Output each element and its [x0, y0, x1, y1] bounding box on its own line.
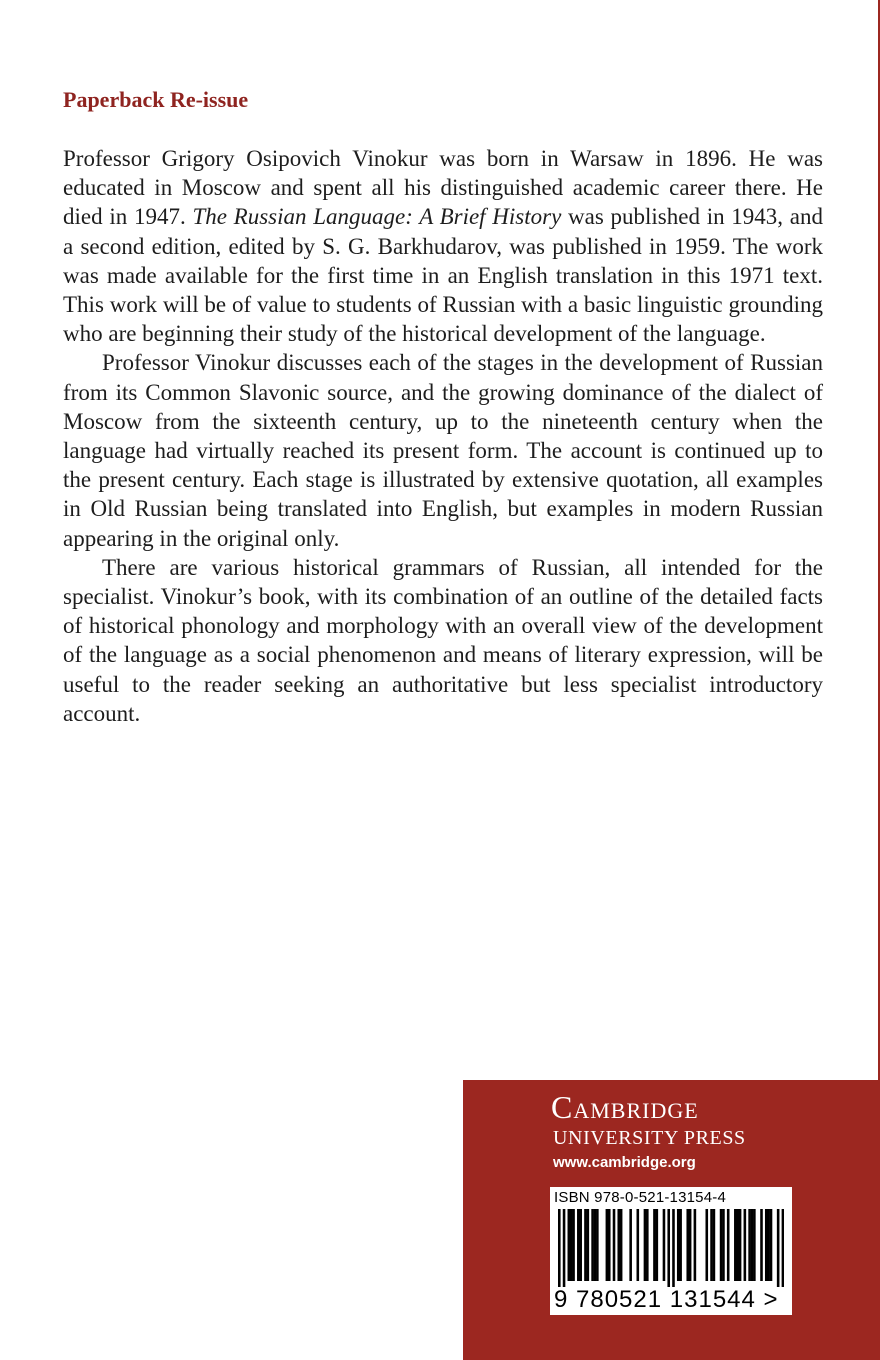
publisher-url: www.cambridge.org	[553, 1154, 696, 1171]
barcode-bar	[584, 1209, 587, 1281]
barcode-bar	[720, 1209, 723, 1281]
barcode-bar	[753, 1209, 756, 1281]
barcode-bar	[653, 1209, 656, 1281]
barcode-bar	[694, 1209, 697, 1281]
barcode-bar	[722, 1209, 725, 1281]
publisher-block	[463, 1080, 880, 1360]
barcode-bar	[572, 1209, 575, 1281]
barcode-bar	[637, 1209, 640, 1281]
paragraph-1-rest: was published in 1943, and a second edition, edited by S. G. Barkhudarov, was published in 1959. The work was made available for the first time in an English translation in this 1971 text. This work will be of value to students of Russian with a basic linguistic grounding who are beginning their study of the historical development of the language.	[63, 204, 823, 347]
barcode-bar	[744, 1209, 747, 1281]
barcode-bar	[558, 1209, 561, 1287]
barcode-bar	[705, 1209, 708, 1281]
barcode-bar	[663, 1209, 666, 1281]
barcode-bar	[748, 1209, 751, 1281]
barcode-bar	[710, 1209, 713, 1281]
barcode-bar	[760, 1209, 763, 1281]
paragraph-1-intro: Professor Grigory Osipovich Vinokur was born in Warsaw in 1896. He was educated in Moscow and spent all his distinguished academic career there. He died in 1947.	[63, 146, 823, 230]
barcode-bar	[596, 1209, 599, 1281]
barcode-bar	[667, 1209, 670, 1287]
barcode-bar	[587, 1209, 590, 1281]
barcode-bar	[577, 1209, 580, 1281]
barcode-bar	[606, 1209, 609, 1281]
barcode-bar	[734, 1209, 737, 1281]
barcode-bar	[591, 1209, 594, 1281]
barcode-bar	[782, 1209, 784, 1287]
barcode-bar	[579, 1209, 582, 1281]
barcode-bar	[568, 1209, 571, 1281]
barcode-bar	[739, 1209, 742, 1281]
barcode-panel	[550, 1187, 792, 1315]
barcode-bar	[777, 1209, 780, 1287]
barcode-bar	[713, 1209, 716, 1281]
barcode-bar	[629, 1209, 632, 1281]
barcode-bar	[736, 1209, 739, 1281]
barcode-bar	[686, 1209, 689, 1281]
barcode-bar	[608, 1209, 611, 1281]
barcode-bar	[613, 1209, 616, 1281]
barcode-bar	[570, 1209, 573, 1281]
barcode-bar	[677, 1209, 680, 1281]
barcode-bar	[727, 1209, 730, 1281]
barcode-bar	[617, 1209, 620, 1281]
barcode-bar	[689, 1209, 692, 1281]
barcode-bar	[679, 1209, 682, 1281]
section-heading: Paperback Re-issue	[63, 87, 249, 112]
book-title: The Russian Language: A Brief History	[192, 204, 562, 230]
barcode-bar	[751, 1209, 754, 1281]
back-cover-text	[63, 86, 823, 728]
barcode-bar	[646, 1209, 649, 1281]
barcode-bar	[767, 1209, 770, 1281]
barcode-bar	[672, 1209, 675, 1287]
barcode-bar	[594, 1209, 597, 1281]
paragraph-content-summary: Professor Vinokur discusses each of the stages in the development of Russian from its Common Slavonic source, and the growing dominance of the dialect of Moscow from the sixteenth century, up to the nineteenth century when the language had virtually reached its present form. The account is continued up to the present century. Each stage is illustrated by extensive quotation, all examples in Old Russian being translated into English, but examples in modern Russian appearing in the original only.	[63, 350, 823, 551]
barcode-bar	[644, 1209, 647, 1281]
isbn-label: ISBN 978-0-521-13154-4	[554, 1189, 727, 1206]
ean13-barcode-icon	[558, 1209, 784, 1287]
barcode-bar	[770, 1209, 773, 1281]
barcode-bar	[620, 1209, 623, 1281]
publisher-name: Cambridge	[551, 1089, 699, 1125]
barcode-bar	[656, 1209, 659, 1281]
barcode-bar	[765, 1209, 768, 1281]
barcode-digits: 9 780521 131544 >	[554, 1286, 779, 1313]
paragraph-audience: There are various historical grammars of Russian, all intended for the specialist. Vinokur’s book, with its combination of an outline of the detailed facts of historical phonology and morphology with an overall view of the development of the language as a social phenomenon and means of literary expression, will be useful to the reader seeking an authoritative but less specialist introductory account.	[63, 554, 823, 726]
paragraph-author-bio	[63, 144, 823, 348]
barcode-bar	[563, 1209, 566, 1287]
publisher-subtitle: UNIVERSITY PRESS	[553, 1127, 746, 1149]
